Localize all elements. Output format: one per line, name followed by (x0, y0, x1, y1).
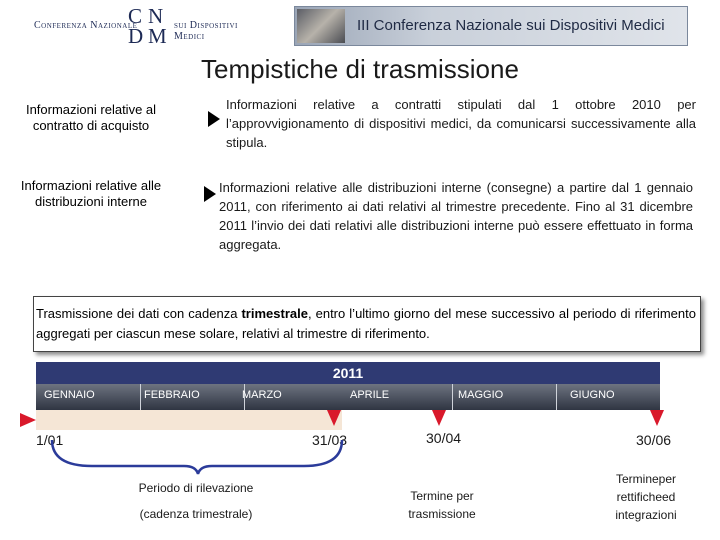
timeline-year: 2011 (36, 362, 660, 384)
logo-text-left: Conferenza Nazionale (34, 20, 138, 31)
arrow-right-icon (208, 111, 220, 127)
marker-30-04-icon (432, 410, 446, 426)
conference-banner (294, 6, 688, 46)
logo-text-right: sui Dispositivi Medici (174, 20, 238, 42)
month-giugno: GIUGNO (570, 389, 615, 401)
monogram-c: C (128, 4, 143, 28)
section-text-contratto: Informazioni relative a contratti stipulati dal 1 ottobre 2010 per l’approvvigionamento di dispositivi medici, da comunicarsi successivamente alla stipula. (226, 97, 696, 150)
month-separator (140, 384, 141, 410)
note-bold: trimestrale (241, 306, 308, 321)
marker-30-06-icon (650, 410, 664, 426)
period-strip (36, 410, 342, 430)
banner-photo (297, 9, 345, 43)
transmission-note-box (33, 296, 701, 352)
date-30-06: 30/06 (636, 432, 672, 448)
note-post: , entro l’ultimo giorno del mese successivo al periodo di riferimento aggregati per ciascun mese solare, relativi al trimestre di riferimento. (36, 306, 696, 341)
period-label: Periodo di rilevazione (138, 481, 254, 495)
date-1-01: 1/01 (36, 432, 64, 448)
month-aprile: APRILE (350, 389, 390, 401)
month-marzo: MARZO (242, 389, 282, 401)
date-30-04: 30/04 (426, 430, 462, 446)
monogram-n: N (148, 4, 164, 28)
note-pre: Trasmissione dei dati con cadenza (36, 306, 242, 321)
page-title: Tempistiche di trasmissione (201, 54, 519, 84)
month-maggio: MAGGIO (458, 389, 504, 401)
arrow-right-icon (204, 186, 216, 202)
marker-31-03-icon (327, 410, 341, 426)
date-31-03: 31/03 (312, 432, 348, 448)
fix-deadline-label: Termineper rettificheed integrazioni (615, 472, 677, 522)
monogram-m: M (148, 24, 167, 48)
period-cadence: (cadenza trimestrale) (139, 507, 253, 521)
section-label-contratto: Informazioni relative al contratto di acquisto (25, 102, 157, 133)
month-separator (452, 384, 453, 410)
month-gennaio: GENNAIO (44, 389, 95, 401)
marker-1-01-icon (20, 413, 36, 427)
timeline-months-bar (36, 384, 660, 410)
transmission-note (36, 304, 696, 344)
logo-conferenza (34, 6, 264, 46)
section-label-distribuzioni: Informazioni relative alle distribuzioni interne (20, 178, 162, 209)
period-brace-icon (36, 436, 356, 476)
cndm-monogram (128, 6, 172, 48)
month-separator (556, 384, 557, 410)
section-text-distribuzioni: Informazioni relative alle distribuzioni interne (consegne) a partire dal 1 gennaio 2011, con riferimento ai dati relativi al trimestre precedente. Fino al 31 dicembre 2011 l’invio dei dati relativi alle distribuzioni interne può essere effettuato in forma aggregata. (219, 180, 693, 252)
banner-title: III Conferenza Nazionale sui Dispositivi Medici (357, 17, 665, 34)
month-febbraio: FEBBRAIO (144, 389, 200, 401)
monogram-d: D (128, 24, 144, 48)
send-deadline-label: Termine per trasmissione (408, 489, 476, 521)
